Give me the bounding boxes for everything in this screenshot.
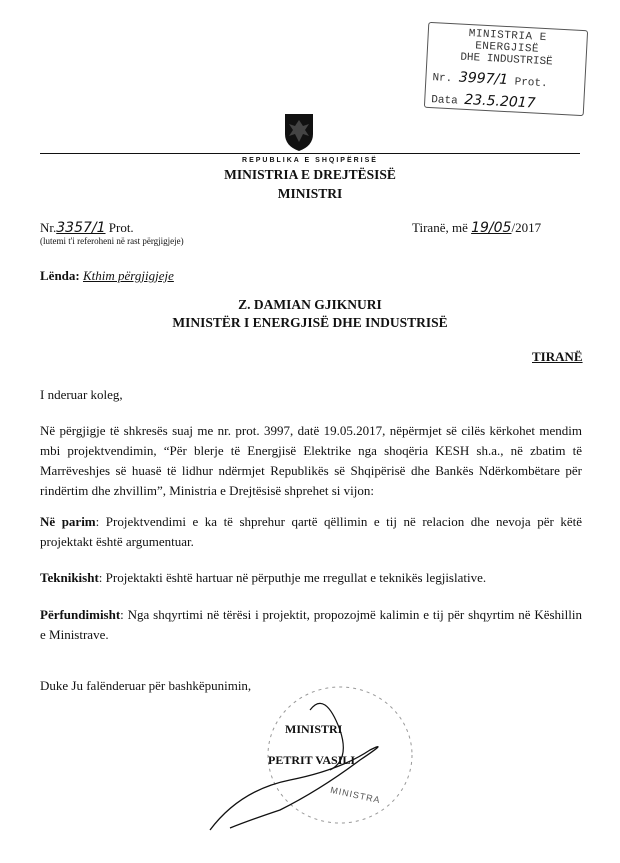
ref-prot-label: Prot.: [108, 220, 134, 235]
stamp-date-label: Data: [430, 94, 458, 108]
stamp-prot-label: Prot.: [514, 76, 548, 91]
subject-value: Kthim përgjigjeje: [82, 268, 174, 283]
conclusion-label: Përfundimisht: [40, 607, 121, 622]
header-rule: [40, 153, 580, 154]
place-date: [412, 218, 541, 238]
republic-title: REPUBLIKA E SHQIPËRISË: [242, 157, 378, 164]
ministry-title: MINISTRIA E DREJTËSISË: [224, 167, 396, 182]
date-year: /2017: [511, 220, 542, 235]
place-date-label: Tiranë, më: [412, 220, 468, 235]
signature-role: MINISTRI: [285, 722, 343, 736]
closing-line: Duke Ju falënderuar për bashkëpunimin,: [40, 678, 252, 693]
principle-label: Në parim: [40, 514, 96, 529]
stamp-number-row: [432, 68, 579, 92]
recipient-name: Z. DAMIAN GJIKNURI: [238, 297, 382, 312]
stamp-line1: MINISTRIA E ENERGJISË: [468, 28, 548, 56]
ref-nr-label: Nr.: [40, 220, 57, 235]
reference-number: [40, 218, 134, 238]
subject-line: [40, 266, 174, 285]
greeting: I nderuar koleg,: [40, 387, 123, 402]
stamp-date-value: 23.5.2017: [463, 91, 536, 112]
registration-stamp: [424, 22, 588, 116]
ref-nr-value: 3357/1: [56, 220, 106, 236]
date-day-month: 19/05: [471, 220, 512, 236]
stamp-nr-label: Nr.: [432, 72, 453, 86]
stamp-date-row: [431, 90, 578, 114]
coat-of-arms-icon: [283, 112, 315, 152]
signature-name: PETRIT VASILI: [268, 753, 356, 767]
paragraph-principle: [40, 512, 582, 552]
stamp-nr-value: 3997/1: [458, 69, 509, 89]
recipient-city: TIRANË: [532, 349, 583, 364]
technical-label: Teknikisht: [40, 570, 99, 585]
paragraph-technical: [40, 568, 582, 588]
paragraph-intro: Në përgjigje të shkresës suaj me nr. prot. 3997, datë 19.05.2017, nëpërmjet së cilës kërkohet mendim mbi projektvendimin, “Për blerje të Energjisë Elektrike nga shoqëria KESH sh.a., në zbatim të Marrëveshjes së huasë të lidhur ndërmjet Republikës së Shqipërisë dhe Bankës Ndërkombëtare për rindërtim dhe zhvillim”, Ministria e Drejtësisë shprehet si vijon:: [40, 423, 582, 498]
seal-text: MINISTRA: [329, 784, 382, 806]
subject-label: Lënda:: [40, 268, 80, 283]
principle-text: : Projektvendimi e ka të shprehur qartë qëllimin e tij në relacion dhe nevoja për këtë projektakt është argumentuar.: [40, 514, 582, 549]
technical-text: : Projektakti është hartuar në përputhje me rregullat e teknikës legjislative.: [98, 570, 487, 585]
office-title: MINISTRI: [277, 186, 343, 201]
paragraph-conclusion: [40, 605, 582, 645]
stamp-line2: DHE INDUSTRISË: [460, 51, 553, 69]
reference-note: (lutemi t'i referoheni në rast përgjigjeje): [40, 236, 184, 246]
conclusion-text: : Nga shqyrtimi në tërësi i projektit, propozojmë kalimin e tij për shqyrtim në Këshillin e Ministrave.: [40, 607, 582, 642]
recipient-title: MINISTËR I ENERGJISË DHE INDUSTRISË: [172, 315, 448, 330]
